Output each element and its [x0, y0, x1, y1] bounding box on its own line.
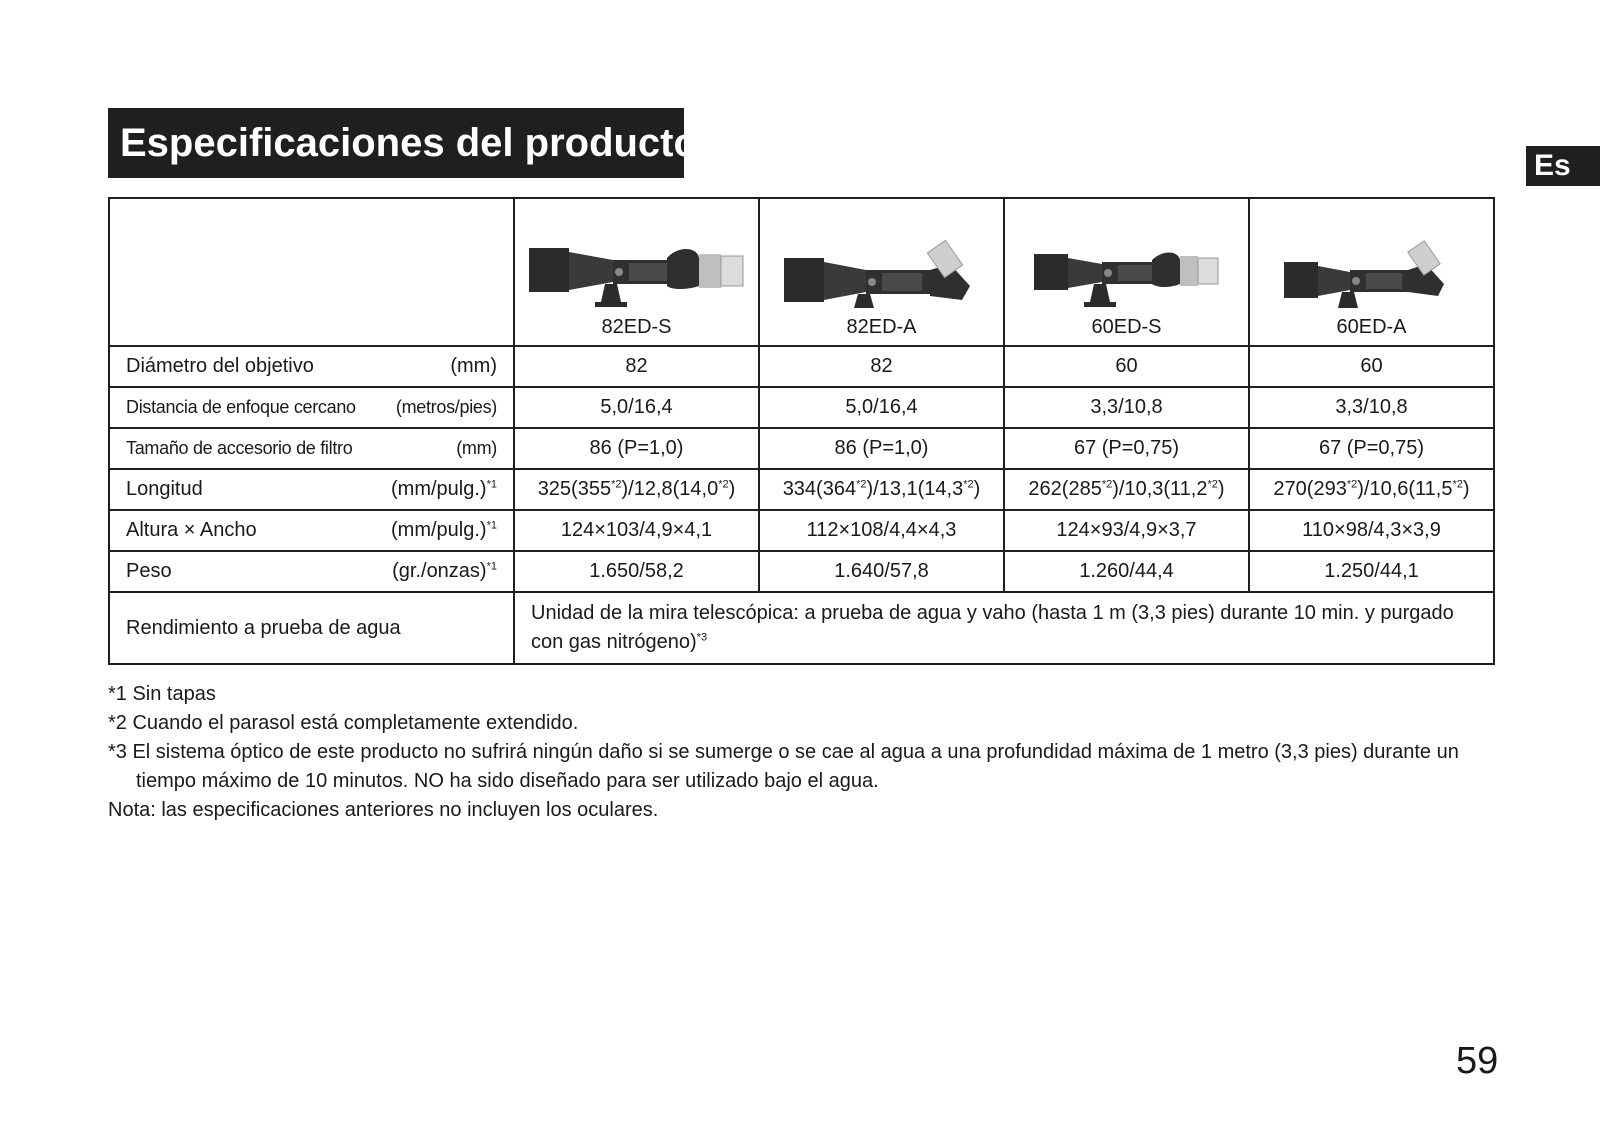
table-cell: 67 (P=0,75) — [1004, 428, 1249, 469]
footnotes — [108, 680, 1498, 825]
water-text-cell: Unidad de la mira telescópica: a prueba de agua y vaho (hasta 1 m (3,3 pies) durante 10 min. y purgado con gas nitrógeno)$^{*3}$ — [514, 592, 1494, 664]
scope-straight-icon — [527, 240, 747, 312]
row-label: Altura × Ancho $(mm/pulg.)^{*1}$ — [109, 510, 514, 551]
row-label: Diámetro del objetivo (mm) — [109, 346, 514, 387]
table-cell: 1.250/44,1 — [1249, 551, 1494, 592]
scope-angled-icon — [782, 240, 982, 312]
footnote: Nota: las especificaciones anteriores no incluyen los oculares. — [108, 799, 659, 821]
table-row — [109, 428, 1494, 469]
model-name: 60ED-A — [1336, 316, 1407, 338]
table-cell: 124×93/4,9×3,7 — [1004, 510, 1249, 551]
table-row — [109, 346, 1494, 387]
table-cell: 334(364$^{*2}$)/13,1(14,3$^{*2}$) — [759, 469, 1004, 510]
spec-table — [108, 197, 1495, 665]
table-cell: 325(355$^{*2}$)/12,8(14,0$^{*2}$) — [514, 469, 759, 510]
table-cell: 60 — [1004, 346, 1249, 387]
table-cell: 270(293$^{*2}$)/10,6(11,5$^{*2}$) — [1249, 469, 1494, 510]
table-cell: 262(285$^{*2}$)/10,3(11,2$^{*2}$) — [1004, 469, 1249, 510]
scope-straight-icon — [1032, 240, 1222, 312]
model-cell-60ed-s — [1004, 198, 1249, 346]
table-row — [109, 387, 1494, 428]
table-row — [109, 551, 1494, 592]
model-cell-60ed-a — [1249, 198, 1494, 346]
header-row — [109, 198, 1494, 346]
footnote: *1 Sin tapas — [108, 683, 216, 705]
row-label: Peso (gr./onzas)$^{*1}$ — [109, 551, 514, 592]
table-cell: 110×98/4,3×3,9 — [1249, 510, 1494, 551]
table-cell: 86 (P=1,0) — [514, 428, 759, 469]
footnote: *3 El sistema óptico de este producto no sufrirá ningún daño si se sumerge o se cae al agua a una profundidad máxima de 1 metro (3,3 pies) durante un tiempo máximo de 10 minutos. NO ha sido diseñado para ser utilizado bajo el agua. — [108, 741, 1459, 792]
water-row — [109, 592, 1494, 664]
table-row — [109, 510, 1494, 551]
model-name: 82ED-A — [846, 316, 917, 338]
table-cell: 5,0/16,4 — [759, 387, 1004, 428]
page-title: Especificaciones del producto — [108, 108, 684, 178]
table-cell: 82 — [514, 346, 759, 387]
row-label: Tamaño de accesorio de filtro (mm) — [109, 428, 514, 469]
row-label: Longitud $(mm/pulg.)^{*1}$ — [109, 469, 514, 510]
row-label: Distancia de enfoque cercano (metros/pies) — [109, 387, 514, 428]
table-cell: 1.650/58,2 — [514, 551, 759, 592]
model-cell-82ed-a — [759, 198, 1004, 346]
model-name: 60ED-S — [1091, 316, 1162, 338]
table-cell: 67 (P=0,75) — [1249, 428, 1494, 469]
table-cell: 3,3/10,8 — [1004, 387, 1249, 428]
header-empty-cell — [109, 198, 514, 346]
table-cell: 5,0/16,4 — [514, 387, 759, 428]
table-cell: 3,3/10,8 — [1249, 387, 1494, 428]
model-name: 82ED-S — [601, 316, 672, 338]
language-tab: Es — [1526, 146, 1600, 186]
table-cell: 60 — [1249, 346, 1494, 387]
page-number: 59 — [1456, 1040, 1499, 1082]
model-cell-82ed-s — [514, 198, 759, 346]
footnote: *2 Cuando el parasol está completamente extendido. — [108, 712, 579, 734]
table-cell: 1.260/44,4 — [1004, 551, 1249, 592]
table-cell: 86 (P=1,0) — [759, 428, 1004, 469]
table-row — [109, 469, 1494, 510]
table-cell: 1.640/57,8 — [759, 551, 1004, 592]
table-cell: 112×108/4,4×4,3 — [759, 510, 1004, 551]
table-cell: 82 — [759, 346, 1004, 387]
scope-angled-icon — [1282, 240, 1462, 312]
row-label: Rendimiento a prueba de agua — [109, 592, 514, 664]
table-cell: 124×103/4,9×4,1 — [514, 510, 759, 551]
